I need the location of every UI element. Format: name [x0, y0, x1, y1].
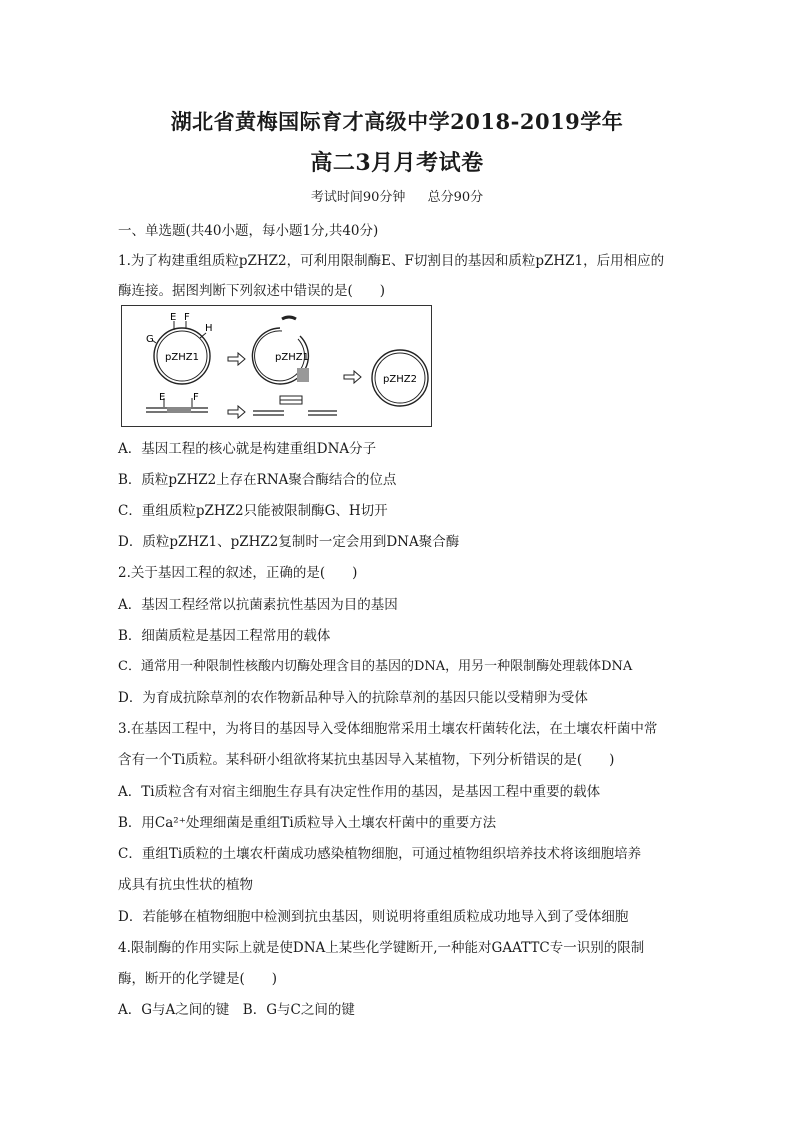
label-f2: F	[193, 392, 199, 403]
exam-time: 考试时间90分钟	[310, 190, 406, 205]
q1-stem-line2: 酶连接。据图判断下列叙述中错误的是( )	[118, 283, 386, 299]
plasmid-label-pzhz2: pZHZ2	[383, 374, 417, 385]
q1-option-d: D．质粒pZHZ1、pZHZ2复制时一定会用到DNA聚合酶	[118, 534, 460, 550]
plasmid-diagram	[121, 305, 432, 427]
q4-stem-line1: 4.限制酶的作用实际上就是使DNA上某些化学键断开,一种能对GAATTC专一识别的限制	[118, 940, 645, 956]
total-score: 总分90分	[427, 190, 484, 205]
q2-stem: 2.关于基因工程的叙述，正确的是( )	[118, 565, 358, 581]
q1-stem-line1: 1.为了构建重组质粒pZHZ2，可利用限制酶E、F切割目的基因和质粒pZHZ1，后用相应的	[118, 253, 665, 269]
q2-option-c: C．通常用一种限制性核酸内切酶处理含目的基因的DNA，用另一种限制酶处理载体DNA	[118, 659, 633, 674]
target-gene-segment	[167, 407, 191, 413]
q3-option-c-line2: 成具有抗虫性状的植物	[118, 877, 253, 893]
label-h: H	[205, 323, 213, 334]
exam-meta	[0, 186, 794, 205]
q1-option-c: C．重组质粒pZHZ2只能被限制酶G、H切开	[118, 503, 388, 519]
excised-fragment	[282, 317, 296, 319]
q1-option-b: B．质粒pZHZ2上存在RNA聚合酶结合的位点	[118, 472, 397, 488]
q3-option-c-line1: C．重组Ti质粒的土壤农杆菌成功感染植物细胞，可通过植物组织培养技术将该细胞培养	[118, 846, 642, 862]
q1-option-a: A．基因工程的核心就是构建重组DNA分子	[118, 441, 377, 457]
plasmid-label-pzhz1-b: pZHZ1	[275, 352, 309, 363]
q3-stem-line1: 3.在基因工程中，为将目的基因导入受体细胞常采用土壤农杆菌转化法，在土壤农杆菌中常	[118, 721, 658, 737]
label-e2: E	[159, 392, 166, 403]
arrow-2	[344, 371, 361, 383]
q2-option-a: A．基因工程经常以抗菌素抗性基因为目的基因	[118, 597, 398, 613]
q2-option-d: D．为育成抗除草剂的农作物新品种导入的抗除草剂的基因只能以受精卵为受体	[118, 690, 588, 706]
insert-gene	[297, 368, 309, 382]
q4-options: A．G与A之间的键 B．G与C之间的键	[118, 1002, 355, 1018]
arrow-3	[228, 406, 245, 418]
q3-stem-line2: 含有一个Ti质粒。某科研小组欲将某抗虫基因导入某植物，下列分析错误的是( )	[118, 752, 615, 768]
arrow-1	[228, 353, 245, 365]
exam-title-line2: 高二3月月考试卷	[310, 150, 484, 176]
section-heading: 一、单选题(共40小题，每小题1分,共40分)	[118, 223, 379, 239]
label-f: F	[184, 312, 190, 323]
label-e: E	[170, 312, 177, 323]
q4-stem-line2: 酶，断开的化学键是( )	[118, 971, 278, 987]
q2-option-b: B．细菌质粒是基因工程常用的载体	[118, 628, 331, 644]
exam-title-line1: 湖北省黄梅国际育才高级中学2018-2019学年	[170, 109, 624, 134]
q3-option-b: B．用Ca²⁺处理细菌是重组Ti质粒导入土壤农杆菌中的重要方法	[118, 815, 497, 831]
label-g: G	[146, 334, 154, 345]
plasmid-label-pzhz1: pZHZ1	[165, 352, 199, 363]
q3-option-d: D．若能够在植物细胞中检测到抗虫基因，则说明将重组质粒成功地导入到了受体细胞	[118, 909, 629, 925]
q3-option-a: A．Ti质粒含有对宿主细胞生存具有决定性作用的基因，是基因工程中重要的载体	[118, 784, 601, 800]
